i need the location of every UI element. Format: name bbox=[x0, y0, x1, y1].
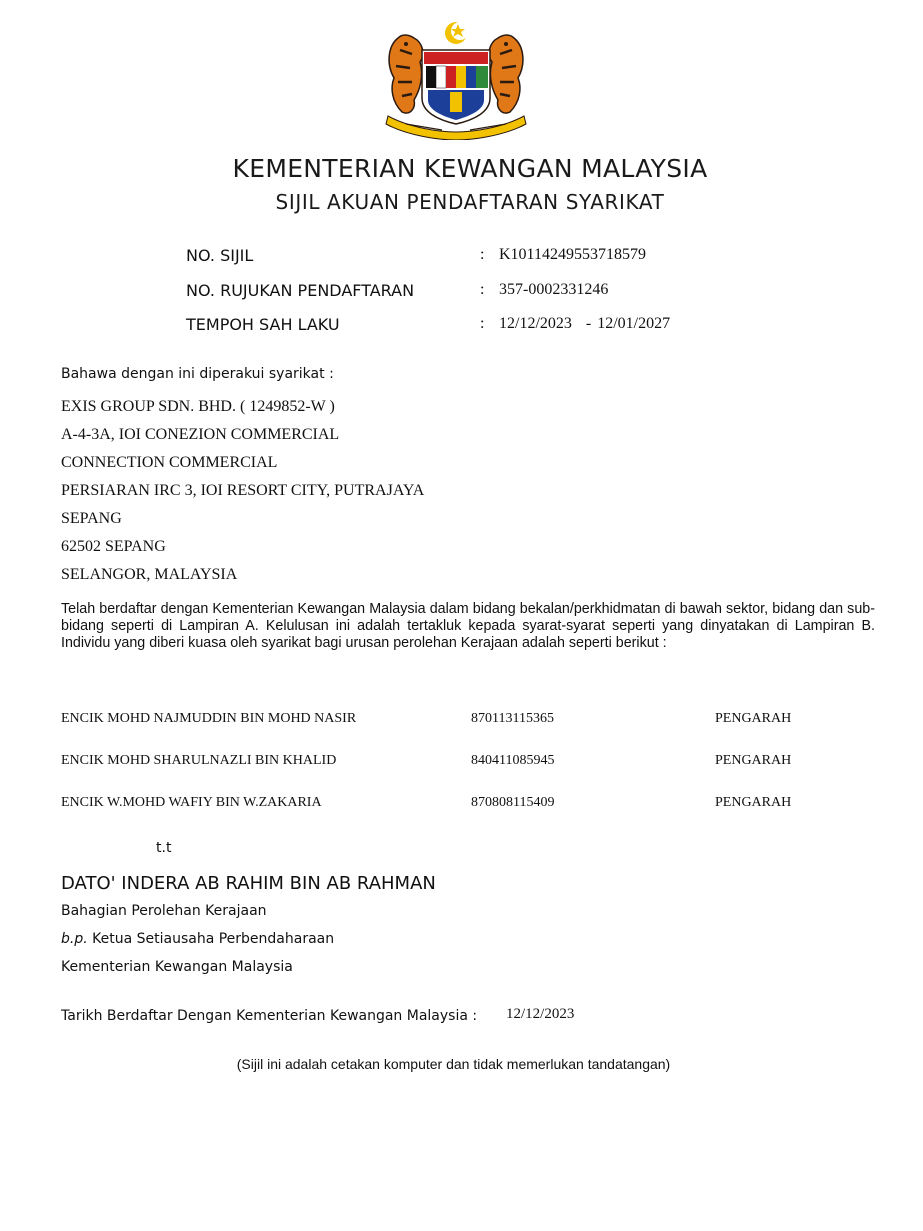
no-rujukan-value: 357-0002331246 bbox=[499, 281, 609, 298]
address-line: A-4-3A, IOI CONEZION COMMERCIAL bbox=[61, 426, 340, 443]
company-name: EXIS GROUP SDN. BHD. ( 1249852-W ) bbox=[61, 398, 335, 415]
right-tiger-icon bbox=[489, 35, 523, 113]
person-ic: 870808115409 bbox=[471, 795, 555, 810]
signer-position-line bbox=[61, 931, 334, 947]
no-sijil-value: K10114249553718579 bbox=[499, 246, 646, 263]
ministry-title: KEMENTERIAN KEWANGAN MALAYSIA bbox=[232, 154, 708, 183]
tempoh-label: TEMPOH SAH LAKU bbox=[186, 315, 340, 334]
company-intro: Bahawa dengan ini diperakui syarikat : bbox=[61, 366, 334, 382]
address-line: 62502 SEPANG bbox=[61, 538, 166, 555]
person-ic: 870113115365 bbox=[471, 711, 554, 726]
no-sijil-label: NO. SIJIL bbox=[186, 246, 254, 265]
tempoh-row bbox=[186, 315, 786, 337]
shield-icon bbox=[422, 50, 490, 124]
colon: : bbox=[480, 246, 485, 263]
person-name: ENCIK MOHD SHARULNAZLI BIN KHALID bbox=[61, 753, 337, 768]
person-role: PENGARAH bbox=[715, 753, 792, 768]
tt-mark: t.t bbox=[156, 840, 172, 856]
person-row bbox=[61, 795, 861, 815]
colon: : bbox=[480, 315, 485, 332]
person-name: ENCIK MOHD NAJMUDDIN BIN MOHD NASIR bbox=[61, 711, 357, 726]
computer-print-note: (Sijil ini adalah cetakan komputer dan tidak memerlukan tandatangan) bbox=[236, 1056, 671, 1072]
colon: : bbox=[480, 281, 485, 298]
person-role: PENGARAH bbox=[715, 711, 792, 726]
tempoh-value bbox=[499, 315, 670, 333]
tempoh-separator: - bbox=[585, 315, 592, 332]
tempoh-from: 12/12/2023 bbox=[499, 315, 572, 332]
signer-position: Ketua Setiausaha Perbendaharaan bbox=[92, 931, 335, 947]
person-ic: 840411085945 bbox=[471, 753, 555, 768]
person-name: ENCIK W.MOHD WAFIY BIN W.ZAKARIA bbox=[61, 795, 322, 810]
address-line: PERSIARAN IRC 3, IOI RESORT CITY, PUTRAJAYA bbox=[61, 482, 425, 499]
address-line: SEPANG bbox=[61, 510, 122, 527]
person-row bbox=[61, 711, 861, 731]
person-row bbox=[61, 753, 861, 773]
no-sijil-row bbox=[186, 246, 786, 268]
address-line: SELANGOR, MALAYSIA bbox=[61, 566, 238, 583]
signer-name: DATO' INDERA AB RAHIM BIN AB RAHMAN bbox=[61, 873, 436, 894]
signer-department: Bahagian Perolehan Kerajaan bbox=[61, 903, 267, 919]
signer-ministry: Kementerian Kewangan Malaysia bbox=[61, 959, 293, 975]
registration-date-label: Tarikh Berdaftar Dengan Kementerian Kewangan Malaysia : bbox=[61, 1008, 478, 1024]
tempoh-to: 12/01/2027 bbox=[597, 315, 671, 332]
no-rujukan-label: NO. RUJUKAN PENDAFTARAN bbox=[186, 281, 415, 300]
malaysia-coat-of-arms-icon bbox=[380, 16, 532, 140]
registration-statement: Telah berdaftar dengan Kementerian Kewangan Malaysia dalam bidang bekalan/perkhidmatan di bawah sektor, bidang dan sub-bidang seperti di Lampiran A. Kelulusan ini adalah tertakluk kepada syarat-syarat seperti yang dinyatakan di Lampiran B. Individu yang diberi kuasa oleh syarikat bagi urusan perolehan Kerajaan adalah seperti berikut : bbox=[61, 601, 875, 651]
left-tiger-icon bbox=[389, 35, 423, 113]
bp-abbrev: b.p. bbox=[61, 931, 88, 947]
registration-date-value: 12/12/2023 bbox=[506, 1006, 575, 1022]
address-line: CONNECTION COMMERCIAL bbox=[61, 454, 278, 471]
crescent-star-icon bbox=[445, 22, 469, 44]
no-rujukan-row bbox=[186, 281, 786, 303]
person-role: PENGARAH bbox=[715, 795, 792, 810]
certificate-title: SIJIL AKUAN PENDAFTARAN SYARIKAT bbox=[275, 190, 665, 214]
